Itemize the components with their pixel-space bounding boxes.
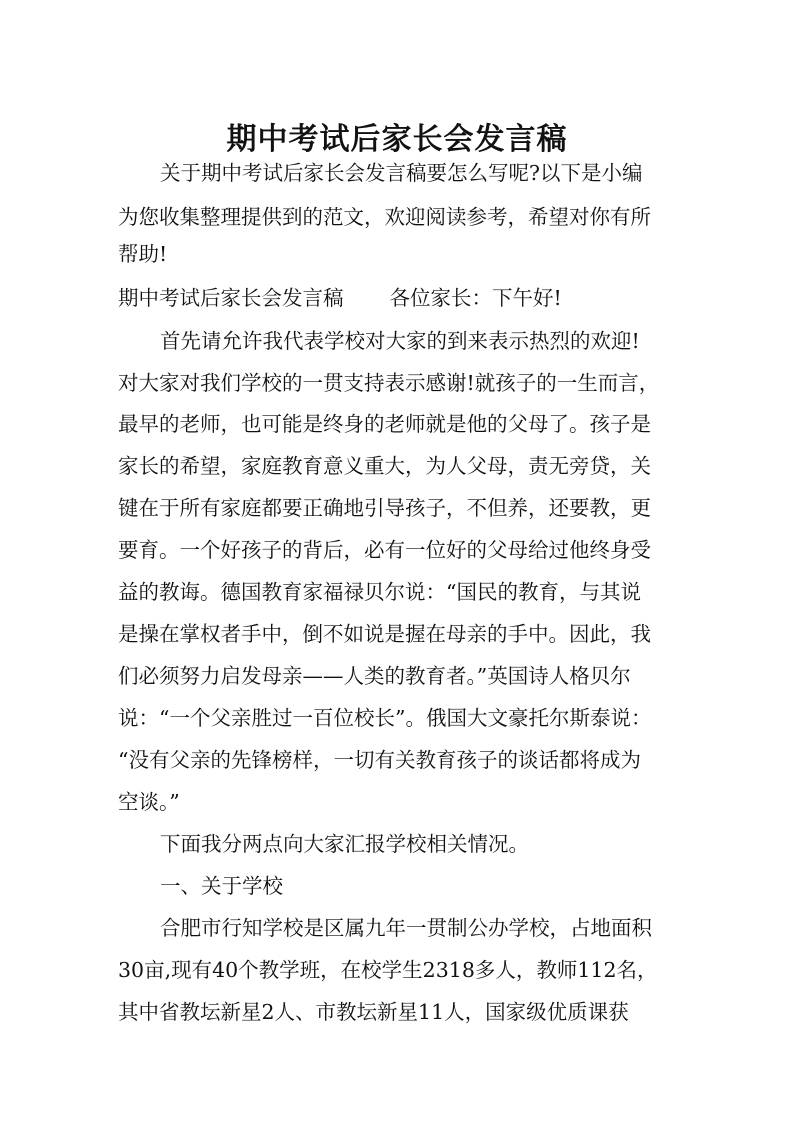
paragraph-line: “没有父亲的先锋榜样，一切有关教育孩子的谈话都将成为 [118, 748, 641, 772]
paragraph-line: 对大家对我们学校的一贯支持表示感谢!就孩子的一生而言， [118, 371, 660, 395]
section-heading: 一、关于学校 [160, 874, 283, 898]
paragraph-line: 家长的希望，家庭教育意义重大，为人父母，责无旁贷，关 [118, 454, 651, 478]
heading-left: 期中考试后家长会发言稿 [118, 286, 344, 310]
paragraph-line: 为您收集整理提供到的范文，欢迎阅读参考，希望对你有所 [118, 205, 651, 229]
paragraph-line: 首先请允许我代表学校对大家的到来表示热烈的欢迎! [160, 329, 640, 353]
paragraph-line: 要育。一个好孩子的背后，必有一位好的父母给过他终身受 [118, 538, 651, 562]
paragraph-line: 下面我分两点向大家汇报学校相关情况。 [160, 832, 529, 856]
paragraph-line: 关于期中考试后家长会发言稿要怎么写呢?以下是小编 [160, 161, 643, 185]
paragraph-line: 帮助! [118, 242, 168, 266]
paragraph-line: 键在于所有家庭都要正确地引导孩子，不但养，还要教，更 [118, 496, 651, 520]
paragraph-line: 们必须努力启发母亲——人类的教育者。”英国诗人格贝尔 [118, 664, 631, 688]
paragraph-line: 益的教诲。德国教育家福禄贝尔说：“国民的教育，与其说 [118, 580, 641, 604]
paragraph-line: 合肥市行知学校是区属九年一贯制公办学校，占地面积 [160, 916, 652, 940]
heading-right: 各位家长：下午好! [389, 286, 562, 310]
paragraph-line: 其中省教坛新星2人、市教坛新星11人，国家级优质课获 [118, 1000, 629, 1024]
paragraph-line: 是操在掌权者手中，倒不如说是握在母亲的手中。因此，我 [118, 622, 651, 646]
page-title: 期中考试后家长会发言稿 [226, 122, 568, 158]
paragraph-line: 空谈。” [118, 790, 180, 814]
paragraph-line: 最早的老师，也可能是终身的老师就是他的父母了。孩子是 [118, 412, 651, 436]
paragraph-line: 说：“一个父亲胜过一百位校长”。俄国大文豪托尔斯泰说： [118, 706, 652, 730]
greeting-line [118, 283, 562, 313]
paragraph-line: 30亩,现有40个教学班，在校学生2318多人，教师112名， [118, 958, 658, 982]
